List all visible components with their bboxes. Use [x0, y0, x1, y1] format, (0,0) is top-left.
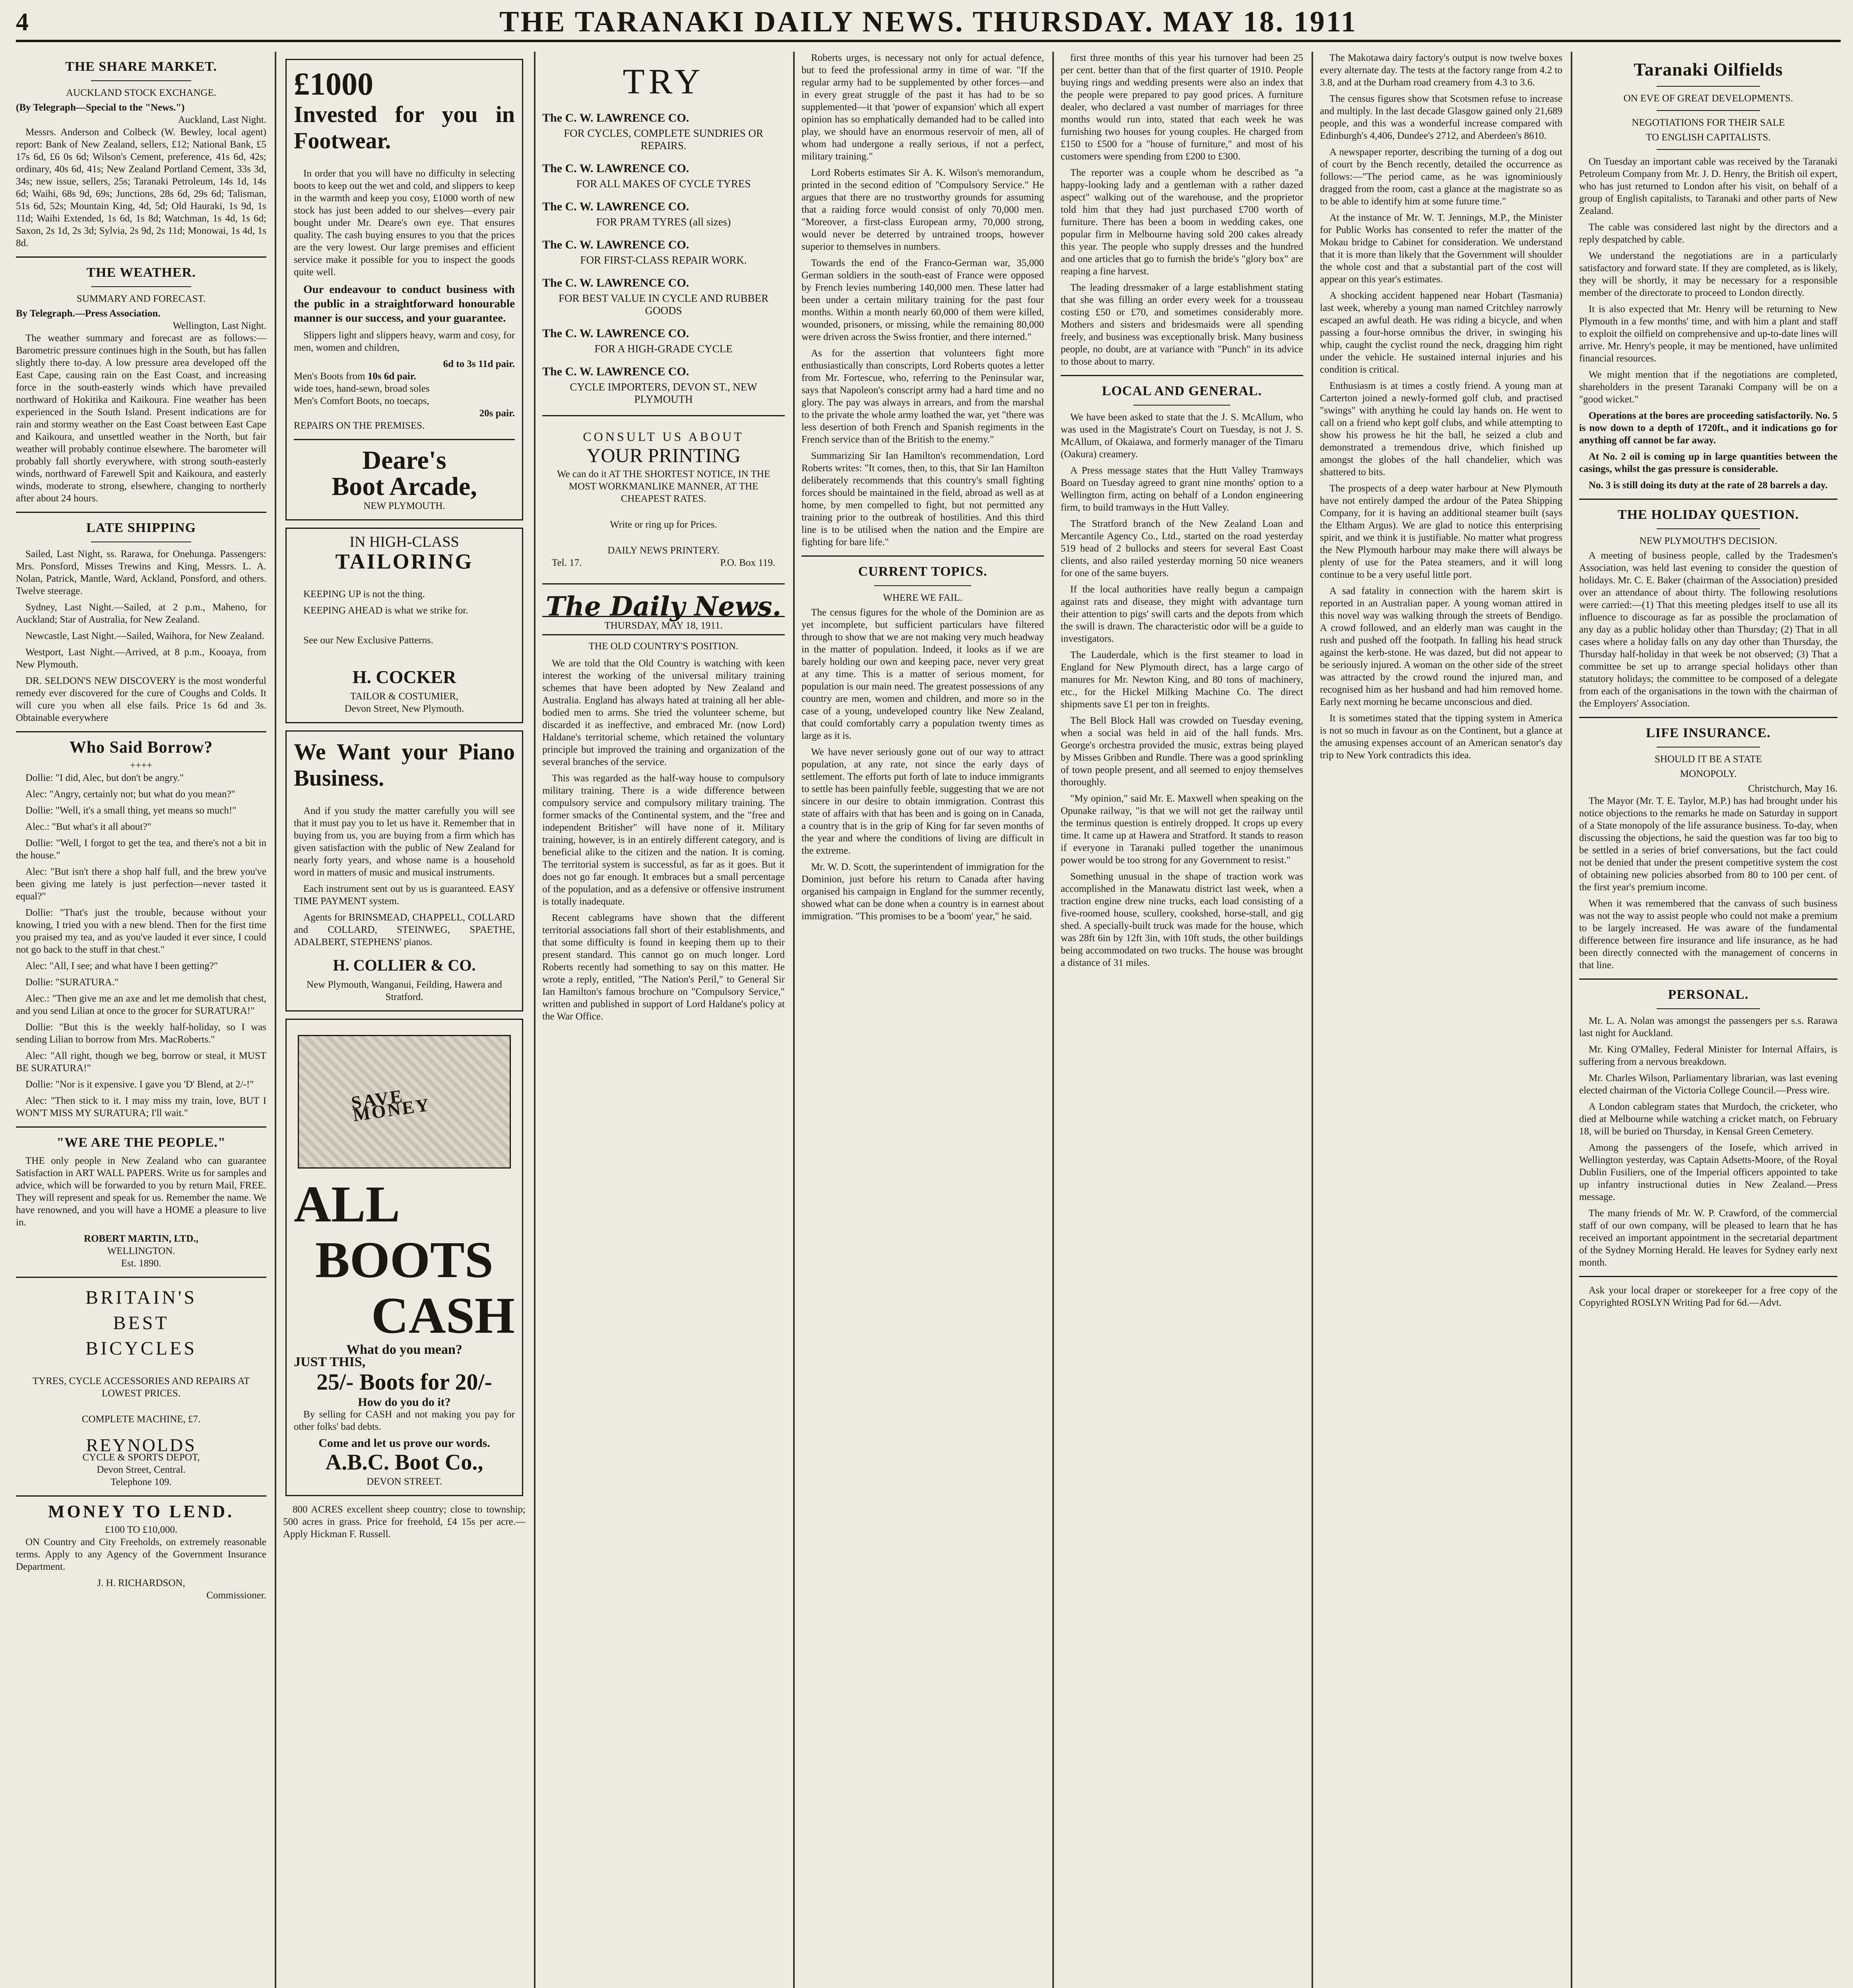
column-5 — [1061, 52, 1303, 1988]
issue-date: THURSDAY, MAY 18, 1911. — [604, 620, 723, 631]
dialogue-line: Alec.: "But what's it all about?" — [25, 821, 151, 832]
weather-byline: By Telegraph.—Press Association. — [16, 308, 161, 319]
oilfields-paragraph: Operations at the bores are proceeding satisfactorily. No. 5 is now down to a depth of 1720ft., and it indications go for anything off cannot be far away. — [1579, 410, 1837, 446]
editorial-paragraph: Roberts urges, is necessary not only for actual defence, but to feed the professional army in time of war. "If the regular army had to be supplemented by other forces—and in every great struggle of the past it has had to be so supplemented—it that 'power of expansion' which all expert opinion has so emphatically demanded had to be called into play, we should have an enormous reservoir of men, all of whom had undergone a really serious, if not a perfect, military training." — [801, 52, 1044, 162]
local-paragraph: The census figures show that Scotsmen refuse to increase and multiply. In the last decade Glasgow gained only 21,689 people, and this was a wonderful increase compared with Edinburgh's 4,406, Dundee's 2712, and Aberdeen's 8610. — [1320, 93, 1562, 141]
share-market-body: Messrs. Anderson and Colbeck (W. Bewley, local agent) report: Bank of New Zealand, sellers, £12; National Bank, £5 17s 6d, £6 0s 6d; Wilson's Cement, preference, 41s 6d, 42s; ordinary, 40s 6d, 41s; New Zealand Portland Cement, 33s 3d, 34s; new issue, sellers, 25s; Taranaki Petroleum, 14s 1d, 14s 6d; Waihi, 68s 9d, 69s; Junctions, 28s 6d, 29s 6d; Talisman, 51s 6d, 52s; Mountain King, 4d, 5d; Old Hauraki, 1s 9d, 1s 11d; Waihi Extended, 1s 6d, 1s 8d; Watchman, 1s 4d, 1s 6d; Saxon, 2s 1d, 2s 3d; Sylvia, 2s 9d, 2s 11d; Monowai, 1s 4d, 1s 8d. — [16, 127, 266, 248]
oilfields-paragraph: We understand the negotiations are in a particularly satisfactory and forward state. If they are completed, as is likely, they will be shortly, it may be necessary for a responsible member of the directorate to proceed to London directly. — [1579, 250, 1837, 298]
share-market-heading: THE SHARE MARKET. — [65, 59, 217, 74]
editorial-paragraph: Lord Roberts estimates Sir A. K. Wilson's memorandum, printed in the second edition of "Compulsory Service." He argues that there are no trustworthy grounds for assuming that a raiding force would consist of only 70,000 men. "Moreover, a first-class European army, 70,000 strong, would never be deterred by untrained troops, however superior to themselves in numbers. — [801, 167, 1044, 252]
local-paragraph: A Press message states that the Hutt Valley Tramways Board on Tuesday agreed to grant nine months' option to a Wellington firm, acting on behalf of a London engineering firm, to build tramways in the Hutt Valley. — [1061, 465, 1303, 513]
oilfields-heading: Taranaki Oilfields — [1634, 59, 1783, 80]
topics-paragraph: The census figures for the whole of the Dominion are as yet incomplete, but sufficient particulars have filtered through to show that we are not making very much headway in the matter of population. Indeed, it looks as if we are barely holding our own and keeping pace, never very great at any time. This is a matter of serious moment, for population is our main need. The greatest possessions of any country are men, women and children, and more so in the case of a young, undeveloped country like New Zealand, that could comfortably carry a population twenty times as large as it is. — [801, 607, 1044, 741]
shipping-entry: Westport, Last Night.—Arrived, at 8 p.m., Kooaya, from New Plymouth. — [16, 647, 266, 670]
oilfields-paragraph: The cable was considered last night by the directors and a reply despatched by cable. — [1579, 222, 1837, 245]
page-number: 4 — [16, 8, 29, 36]
roslyn-advert: Ask your local draper or storekeeper for a free copy of the Copyrighted ROSLYN Writing Pad for 6d.—Advt. — [1579, 1285, 1837, 1308]
editorial-paragraph: This was regarded as the half-way house to compulsory military training. There is a wide difference between compulsory service and compulsory military training. The former smacks of the Continental system, and the "free and independent Britisher" will have none of it. Military training, however, is in an entirely different category, and is beneficial alike to the citizen and the nation. It is coming. The territorial system is successful, as far as it goes. But it does not go far enough. It embraces but a small percentage of the population, and as a defensive or offensive instrument is totally inadequate. — [542, 773, 785, 907]
column-rule — [1312, 52, 1313, 1988]
oilfields-paragraph: We might mention that if the negotiations are completed, shareholders in the present Taranaki Company will be on a "good wicket." — [1579, 369, 1837, 405]
people-heading: "WE ARE THE PEOPLE." — [56, 1135, 226, 1150]
weather-heading: THE WEATHER. — [86, 265, 196, 280]
local-paragraph: The Bell Block Hall was crowded on Tuesday evening, when a social was held in aid of the hall funds. Mrs. George's orchestra provided the music, extras being played by Misses Gribben and Rundle. There was a good sprinkling of town people present, and all seemed to enjoy themselves thoroughly. — [1061, 715, 1303, 788]
dialogue-line: Alec.: "Then give me an axe and let me demolish that chest, and you send Lilian at once to the grocer for SURATURA!" — [16, 993, 266, 1016]
dialogue-line: Dollie: "Nor is it expensive. I gave you 'D' Blend, at 2/-!" — [25, 1079, 254, 1090]
topics-paragraph: We have never seriously gone out of our way to attract population, at any rate, not since the early days of settlement. The efforts put forth of late to induce immigrants to settle has been painfully feeble, suggesting that we are not sincere in our desire to obtain immigration. Contrast this state of affairs with that has been and is going on in Canada, a country that is in the grip of King for far seven months of the year and where the conditions of living are difficult in the extreme. — [801, 747, 1044, 856]
printing-ad: CONSULT US ABOUT YOUR PRINTING We can do it AT THE SHORTEST NOTICE, IN THE MOST WORKMANLIKE MANNER, AT THE CHEAPEST RATES. Write or ring up for Prices. DAILY NEWS PRINTERY. Tel. 17. P.O. Box 119. — [552, 429, 775, 568]
local-paragraph: The Lauderdale, which is the first steamer to load in England for New Plymouth direct, has a large cargo of manures for Mr. Newton King, and 80 tons of machinery, etc., for the Hickel Milking Machine Co. The direct shipments save £1 per ton in freights. — [1061, 650, 1303, 710]
masthead — [16, 4, 1841, 42]
dialogue-line: Alec: "Angry, certainly not; but what do you mean?" — [25, 789, 235, 800]
share-market-dateline: Auckland, Last Night. — [178, 115, 266, 125]
cocker-name: H. COCKER — [352, 667, 456, 687]
local-general-heading: LOCAL AND GENERAL. — [1102, 384, 1262, 398]
dialogue-line: Dollie: "But this is the weekly half-holiday, so I was sending Lilian to borrow from Mrs. MacRoberts." — [16, 1022, 266, 1045]
local-paragraph: The Stratford branch of the New Zealand Loan and Mercantile Agency Co., Ltd., started on the road yesterday 519 head of 2 bullocks and steers for several East Coast clients, and also railed yesterday morning 50 nice weaners for one of the same buyers. — [1061, 518, 1303, 579]
daily-news-masthead: The Daily News. — [545, 591, 782, 622]
editorial-paragraph: Summarizing Sir Ian Hamilton's recommendation, Lord Roberts writes: "It comes, then, to this, that Sir Ian Hamilton deliberately recommends that this country's small fighting forces should be maintained in the field, abroad as well as at home, by men compelled to fight, but not permitted any training prior to the outbreak of hostilities. And this third line is to be utilised when the nation and the Empire are fighting for bare life." — [801, 450, 1044, 547]
article-paragraph: first three months of this year his turnover had been 25 per cent. better than that of the first quarter of 1910. People buying rings and wedding presents were also an index that the people were prepared to pay good prices. A furniture dealer, who declared a vast number of marriages for three months would run into, stated that each week he was furnishing two houses for young couples. He charged from £150 to £500 for a "house of furniture," and most of his customers were spending from £200 to £300. — [1061, 52, 1303, 162]
ornament: ++++ — [130, 760, 153, 771]
dialogue-line: Dollie: "That's just the trouble, because without your knowing, I tried you with a new blend. Then for the first time you praised my tea, and as you've lauded it ever since, I could not go back to the stuff in that chest." — [16, 907, 266, 955]
local-paragraph: Enthusiasm is at times a costly friend. A young man at Carterton joined a newly-formed golf club, and practised "swings" with anything he could lay hands on. He went to call on a friend who kept golf clubs, and while attempting to show his prowess he hit the ball, he seized a club and demonstrated a tremendous drive, which finished up amongst the globes of the hall chandelier, which was shattered to bits. — [1320, 381, 1562, 478]
lawrence-ad: The C. W. LAWRENCE CO. FOR CYCLES, COMPLETE SUNDRIES OR REPAIRS. The C. W. LAWRENCE CO. FOR ALL MAKES OF CYCLE TYRES The C. W. LAWRENCE CO. FOR PRAM TYRES (all sizes) The C. W. LAWRENCE CO. FOR FIRST-CLASS REPAIR WORK. The C. W. LAWRENCE CO. FOR BEST VALUE IN CYCLE AND RUBBER GOODS The C. W. LAWRENCE CO. FOR A HIGH-GRADE CYCLE The C. W. LAWRENCE CO. CYCLE IMPORTERS, DEVON ST., NEW PLYMOUTH — [542, 111, 769, 405]
seldon-ad: DR. SELDON'S NEW DISCOVERY is the most wonderful remedy ever discovered for the cure of Coughs and Colds. It will cure you when all else fails. Price 1s 6d and 3s. Obtainable everywhere — [16, 676, 266, 723]
share-market-byline: (By Telegraph—Special to the "News.") — [16, 102, 185, 113]
boots-cash-ad: SAVE MONEY ALL BOOTS CASH What do you mean? JUST THIS, 25/- Boots for 20/- How do you do it? By selling for CASH and not making you pay for other folks' bad debts. Come and let us prove our words. A.B.C. Boot Co., DEVON STREET. — [285, 1019, 523, 1496]
shipping-entry: Sydney, Last Night.—Sailed, at 2 p.m., Maheno, for Auckland; Star of Australia, for New Zealand. — [16, 602, 266, 625]
oilfields-paragraph: On Tuesday an important cable was received by the Taranaki Petroleum Company from Mr. J. D. Henry, the British oil expert, who has just returned to London after his visit, on behalf of a group of English capitalists, to Taranaki and other parts of New Zealand. — [1579, 156, 1837, 216]
life-paragraph: When it was remembered that the canvass of such business was not the way to assist people who could not make a premium to be largely increased. He was aware of the fundamental difference between fire insurance and life insurance, as he had been directly connected with the management of concerns in that line. — [1579, 898, 1837, 971]
people-body: THE only people in New Zealand who can guarantee Satisfaction in ART WALL PAPERS. Write us for samples and advice, which will be forwarded to you by return Mail, FREE. They will represent and speak for us. Remember the name. We have renowned, and you will have a HOME a pleasure to live in. — [16, 1155, 266, 1228]
life-insurance-heading: LIFE INSURANCE. — [1646, 726, 1771, 740]
holiday-paragraph: A meeting of business people, called by the Tradesmen's Association, was held last evening to consider the question of holidays. Mr. C. E. Baker (chairman of the Association) presided over an attendance of about thirty. The following resolutions were carried:—(1) That this meeting pledges itself to use all its influence to discourage as far as possible the proclamation of any day as a public holiday other than Thursday; (2) That in all cases where a holiday falls on any day other than Thursday, the Thursday half-holiday in that week be not observed; (3) That a committee be set up to arrange special holidays other than statutory holidays; the committee to be composed of a delegate from each of the organisations in the town with the chairman of the Employers' Association. — [1579, 550, 1837, 709]
weather-dateline: Wellington, Last Night. — [173, 320, 266, 331]
shipping-entry: Sailed, Last Night, ss. Rarawa, for Onehunga. Passengers: Mrs. Ponsford, Misses Trewins and King, Messrs. L. A. Nolan, Patrick, Mantle, Ward, Ackland, Ponsford, and others. Twelve steerage. — [16, 549, 266, 596]
local-paragraph: A shocking accident happened near Hobart (Tasmania) last week, whereby a young man named Critchley narrowly escaped an awful death. He was riding a bicycle, and when passing a four-horse omnibus the driver, in swinging his whip, caught the cyclist round the neck, dragging him right under the vehicle. He sustained internal injuries and his condition is critical. — [1320, 290, 1562, 375]
personal-paragraph: Mr. L. A. Nolan was amongst the passengers per s.s. Rarawa last night for Auckland. — [1579, 1015, 1837, 1039]
column-rule — [275, 52, 276, 1988]
local-paragraph: At the instance of Mr. W. T. Jennings, M.P., the Minister for Public Works has consented to refer the matter of the Mokau bridge to Cabinet for consideration. We understand that it is more than likely that the Government will shoulder the whole cost and that a substantial part of the cost will appear on this year's estimates. — [1320, 212, 1562, 285]
who-said-heading: Who Said Borrow? — [69, 738, 213, 757]
local-paragraph: "My opinion," said Mr. E. Maxwell when speaking on the Opunake railway, "is that we will not get the railway until the terminus question is entirely dropped. It crops up every time. It came up at Hawera and Stratford. It stands to reason if everyone in Taranaki pulled together the unanimous power would be too strong for any Government to resist." — [1061, 793, 1303, 866]
column-rule — [534, 52, 536, 1988]
editorial-paragraph: We are told that the Old Country is watching with keen interest the working of the universal military training schemes that have been adopted by New Zealand and Australia. England has always hated at training all her able-bodied men to arms. She tried the volunteer scheme, but discarded it as ineffective, and embraced Mr. (now Lord) Haldane's territorial scheme, which retained the voluntary principle but improved the training and organization of the several branches of the service. — [542, 658, 785, 767]
dialogue-line: Dollie: "SURATURA." — [25, 977, 119, 988]
local-paragraph: A newspaper reporter, describing the turning of a dog out of court by the Bench recently, detailed the occurrence as follows:—"The period came, as he was ignominiously dragged from the room, cast a glance at the magistrate so as to be able to identify him at some future time." — [1320, 147, 1562, 207]
sheep-country-ad: 800 ACRES excellent sheep country; close to township; 500 acres in grass. Price for freehold, £4 15s per acre.—Apply Hickman F. Russell. — [283, 1504, 526, 1540]
local-paragraph: A sad fatality in connection with the harem skirt is reported in an Australian paper. A young woman attired in this novel way was walking through the streets of Bendigo. A crowd followed, and an elderly man was caught in the rush and pushed off the footpath. In falling his head struck against the kerb-stone. He was dazed, but did not appear to be seriously injured. A woman on the other side of the street was attracted by the crowd round the injured man, and recognised him as her husband and had him removed home. Early next morning he became unconscious and died. — [1320, 586, 1562, 707]
money-body: ON Country and City Freeholds, on extremely reasonable terms. Apply to any Agency of the Government Insurance Department. — [16, 1537, 266, 1572]
dialogue-line: Alec: "All, I see; and what have I been getting?" — [25, 961, 218, 971]
editorial-paragraph: As for the assertion that volunteers fight more enthusiastically than conscripts, Lord Roberts quotes a letter from Mr. Fortescue, who, referring to the Peninsular war, says that Napoleon's conscript army had a hard time and no glory. The pay was always in arrears, and from the marshal to the private the whole army loathed the war, yet "there was less desertion of both French and Spanish regiments in the French service than of the British to the enemy." — [801, 348, 1044, 445]
editorial-paragraph: Towards the end of the Franco-German war, 35,000 German soldiers in the south-east of France were opposed by French levies numbering 140,000 men. These latter had been under a certain military training for the past four months. Within a month nearly 60,000 of them were killed, wounded, prisoners, or missing, while the remaining 80,000 were driven across the Swiss frontier, and there interned." — [801, 258, 1044, 342]
local-paragraph: We have been asked to state that the J. S. McAllum, who was used in the Magistrate's Court on Tuesday, is not J. S. McAllum, of Okaiawa, and formerly manager of the Timaru (Oakura) creamery. — [1061, 412, 1303, 460]
column-4 — [801, 52, 1044, 1988]
money-heading: MONEY TO LEND. — [48, 1502, 235, 1521]
deare-name: Deare's — [362, 446, 446, 475]
collier-name: H. COLLIER & CO. — [333, 956, 476, 974]
article-paragraph: The leading dressmaker of a large establishment stating that she was filling an order every week for a trousseau costing £50 or £70, and sometimes considerably more. Mothers and sisters and bridesmaids were all spending freely, and business was exceptionally brisk. Many business people, no doubt, are at variance with "Punch" in its advice to those about to marry. — [1061, 282, 1303, 367]
holiday-heading: THE HOLIDAY QUESTION. — [1618, 507, 1799, 522]
oilfields-paragraph: At No. 2 oil is coming up in large quantities between the casings, whilst the gas pressure is considerable. — [1579, 451, 1837, 474]
personal-heading: PERSONAL. — [1668, 987, 1749, 1002]
reynolds-name: REYNOLDS — [86, 1435, 196, 1455]
dialogue-line: Alec: "All right, though we beg, borrow or steal, it MUST BE SURATURA!" — [16, 1050, 266, 1074]
dialogue-line: Dollie: "Well, I forgot to get the tea, and there's not a bit in the house." — [16, 838, 266, 861]
try-heading: TRY — [623, 62, 704, 101]
people-est: Est. 1890. — [121, 1258, 161, 1269]
personal-paragraph: Mr. Charles Wilson, Parliamentary librarian, was last evening elected chairman of the Victoria College Council.—Press wire. — [1579, 1073, 1837, 1096]
footwear-headline: £1000 — [294, 67, 373, 102]
local-paragraph: The Makotawa dairy factory's output is now twelve boxes every alternate day. The tests at the factory range from 4.2 to 3.8, and at the Durham road creamery from 4.3 to 3.6. — [1320, 52, 1562, 88]
topics-paragraph: Mr. W. D. Scott, the superintendent of immigration for the Dominion, just before his return to Canada after having organised his campaign in England for the summer recently, showed what can be done when a country is in earnest about immigration. "This promises to be a 'boom' year," he said. — [801, 862, 1044, 922]
piano-ad: We Want your Piano Business. And if you study the matter carefully you will see that it must pay you to let us have it. Remember that in buying from us, you are buying from a firm which has given satisfaction with the public of New Zealand for nearly forty years, and whose name is a household word in matters of music and musical instruments. Each instrument sent out by us is guaranteed. EASY TIME PAYMENT system. Agents for BRINSMEAD, CHAPPELL, COLLARD and COLLARD, STEINWEG, SPAETHE, ADALBERT, STEPHENS' pianos. H. COLLIER & CO. New Plymouth, Wanganui, Feilding, Hawera and Stratford. — [285, 730, 523, 1011]
personal-paragraph: A London cablegram states that Murdoch, the cricketer, who died at Melbourne while watching a cricket match, on February 18, will be buried on Thursday, in Kensal Green Cemetery. — [1579, 1101, 1837, 1137]
shipping-entry: Newcastle, Last Night.—Sailed, Waihora, for New Zealand. — [25, 631, 264, 641]
abc-boot-name: A.B.C. Boot Co., — [325, 1450, 483, 1475]
people-firm: ROBERT MARTIN, LTD., — [84, 1233, 198, 1244]
editorial-heading: THE OLD COUNTRY'S POSITION. — [588, 641, 739, 652]
dialogue-line: Alec: "Then stick to it. I may miss my train, love, BUT I WON'T MISS MY SURATURA; I'll wait." — [16, 1095, 266, 1118]
local-paragraph: The prospects of a deep water harbour at New Plymouth have not entirely damped the ardour of the Patea Shipping Company, for it is having an additional steamer built (says the Eltham Argus). We are glad to notice this enterprising spirit, and we think it is justifiable. No matter what progress the New Plymouth harbour may make there will always be plenty of use for the Patea steamers, and it will long continue to be a very useful little port. — [1320, 483, 1562, 580]
local-paragraph: If the local authorities have really begun a campaign against rats and disease, they might with advantage turn their attention to pigs' swill carts and the depots from which the swill is drawn. The characteristic odor will be a guide to investigators. — [1061, 584, 1303, 644]
oilfields-paragraph: No. 3 is still doing its duty at the rate of 28 barrels a day. — [1589, 480, 1828, 491]
column-rule — [1571, 52, 1572, 1988]
dialogue-line: Alec: "But isn't there a shop half full, and the brew you've been giving me lately is just perfection—never tasted it equal?" — [16, 866, 266, 902]
column-rule — [793, 52, 795, 1988]
tailoring-ad: IN HIGH-CLASS TAILORING KEEPING UP is not the thing. KEEPING AHEAD is what we strike for. See our New Exclusive Patterns. H. COCKER TAILOR & COSTUMIER, Devon Street, New Plymouth. — [285, 528, 523, 723]
personal-paragraph: Mr. King O'Malley, Federal Minister for Internal Affairs, is suffering from a nervous breakdown. — [1579, 1044, 1837, 1067]
where-we-fail-heading: WHERE WE FAIL. — [883, 592, 962, 603]
column-rule — [1052, 52, 1054, 1988]
editorial-paragraph: Recent cablegrams have shown that the different territorial associations fall short of their establishments, and that some difficulty is found in keeping them up to their present standard. This cannot go on much longer. Lord Roberts recently had something to say on this matter. He wrote a reply, entitled, "The Nation's Peril," to General Sir Ian Hamilton's famous brochure on "Compulsory Service," written and published in support of Lord Haldane's policy at the War Office. — [542, 912, 785, 1022]
local-paragraph: Something unusual in the shape of traction work was accomplished in the Manawatu district last week, when a traction engine drew nine trucks, each load consisting of a five-roomed house, scullery, cookshed, horse-stall, and gig shed. A specially-built truck was made for the house, which was 28ft 6in by 12ft 3in, with 10ft studs, the other buildings being accommodated on two trucks. The house was brought a distance of 31 miles. — [1061, 871, 1303, 968]
piano-headline: We Want your Piano Business. — [294, 739, 515, 791]
weather-subheading: SUMMARY AND FORECAST. — [76, 293, 206, 304]
local-paragraph: It is sometimes stated that the tipping system in America is not so much in favour as on the Continent, but a glance at the amusing expenses account of an American senator's day trip to New York contradicts this idea. — [1320, 713, 1562, 761]
bicycles-ad: BRITAIN'S BEST BICYCLES — [85, 1287, 197, 1359]
dialogue-line: Dollie: "I did, Alec, but don't be angry." — [25, 773, 184, 783]
column-2 — [283, 52, 526, 1988]
personal-paragraph: Among the passengers of the Iosefe, which arrived in Wellington yesterday, was Captain Adsetts-Moore, of the Royal Dublin Fusiliers, one of the Imperial officers appointed to take up infantry instructional duties in New Zealand.—Press message. — [1579, 1142, 1837, 1202]
who-said-dialogue — [16, 772, 266, 1119]
weather-body: The weather summary and forecast are as follows:—Barometric pressure continues high in the South, but has fallen slightly there to-day. A low pressure area developed off the East Cape, causing rain on the East Coast, and increasing force in the south-easterly winds which have prevailed northward of Hokitika and Kaikoura. Fine weather has been experienced in the South Island. Present indications are for rain and stormy weather on the East Coast between East Cape and Kaikoura, and unsettled weather in the North, but fair weather will probably continue elsewhere. The barometer will probably fall shortly everywhere, with strong south-easterly winds, northward of Farewell Spit and Kaikoura, and easterly winds, moderate to strong, elsewhere, changing to northerly after about 24 hours. — [16, 333, 266, 504]
life-paragraph: The Mayor (Mr. T. E. Taylor, M.P.) has had brought under his notice objections to the remarks he made on Saturday in support of a State monopoly of the life assurance business. To-day, when discussing the objections, he said the question was far too big to be settled in a series of brief conversations, but the fact could not be denied that under the present competitive system the cost of obtaining new policies absorbed from 80 to 100 per cent. of the first year's premium income. — [1579, 796, 1837, 893]
oilfields-paragraph: It is also expected that Mr. Henry will be returning to New Plymouth in a few months' time, and with him a plant and staff to exploit the oilfield on comprehensive and up-to-date lines will arrive. Mr. Henry's people, it may be mentioned, have unlimited financial resources. — [1579, 304, 1837, 364]
article-paragraph: The reporter was a couple whom he described as "a happy-looking lady and a gentleman with a rather dazed aspect" walking out of the warehouse, and the proprietor told him that they had just purchased £700 worth of furniture. There has been a boom in wedding cakes, one popular firm in Melbourne having sold 200 cakes already this year. The people who supply dresses and the hundred and one articles that go to furnish the bride's "glory box" are reaping a fine harvest. — [1061, 167, 1303, 277]
page-title: THE TARANAKI DAILY NEWS. THURSDAY. MAY 18. 1911 — [499, 5, 1357, 38]
share-market-subheading: AUCKLAND STOCK EXCHANGE. — [66, 87, 216, 98]
column-1: THE SHARE MARKET. AUCKLAND STOCK EXCHANGE. (By Telegraph—Special to the "News.") Auckland, Last Night. Messrs. Anderson and Colbeck (W. Bewley, local agent) report: Bank of New Zealand, sellers, £12; National Bank, £5 17s 6d, £6 0s 6d; Wilson's Cement, preference, 41s 6d, 42s; ordinary, 40s 6d, 41s; New Zealand Portland Cement, 33s 3d, 34s; new issue, sellers, 25s; Taranaki Petroleum, 14s 1d, 14s 6d; Waihi, 68s 9d, 69s; Junctions, 28s 6d, 29s 6d; Talisman, 51s 6d, 52s; Mountain King, 4d, 5d; Old Hauraki, 1s 9d, 1s 11d; Waihi Extended, 1s 6d, 1s 8d; Watchman, 1s 4d, 1s 6d; Saxon, 2s 1d, 2s 3d; Sylvia, 2s 9d, 2s 11d; Monowai, 1s 4d, 1s 8d. THE WEATHER. SUMMARY AND FORECAST. By Telegraph.—Press Association. Wellington, Last Night. The weather summary and forecast are as follows:—Barometric pressure continues high in the South, but has fallen slightly there to-day. A low pressure area developed off the East Cape, causing rain on the East Coast, and increasing force in the south-easterly winds which have prevailed northward of Hokitika and Kaikoura. Fine weather has been experienced in the South Island. Present indications are for rain and stormy weather on the East Coast between East Cape and Kaikoura, and unsettled weather in the North, but fair weather will probably continue elsewhere. The barometer will probably fall shortly everywhere, with strong south-easterly winds, northward of Farewell Spit and Kaikoura, and easterly winds, moderate to strong, elsewhere, changing to northerly after about 24 hours. LATE SHIPPING Sailed, Last Night, ss. Rarawa, for Onehunga. Passengers: Mrs. Ponsford, Misses Trewins and King, Messrs. L. A. Nolan, Patrick, Mantle, Ward, Ackland, Ponsford, and others. Twelve steerage. Sydney, Last Night.—Sailed, at 2 p.m., Maheno, for Auckland; Star of Australia, for New Zealand. Newcastle, Last Night.—Sailed, Waihora, for New Zealand. Westport, Last Night.—Arrived, at 8 p.m., Kooaya, from New Plymouth. DR. SELDON'S NEW DISCOVERY is the most wonderful remedy ever discovered for the cure of Coughs and Colds. It will cure you when all else fails. Price 1s 6d and 3s. Obtainable everywhere Who Said Borrow? ++++ Dollie: "I did, Alec, but don't be angry." Alec: "Angry, certainly not; but what do you mean?" Dollie: "Well, it's a small thing, yet means so much!" Alec.: "But what's it all about?" Dollie: "Well, I forgot to get the tea, and there's not a bit in the house." Alec: "But isn't there a shop half full, and the brew you've been giving me lately is just perfection—never tasted it equal?" Dollie: "That's just the trouble, because without your knowing, I tried you with a new blend. Then for the first time you praised my tea, and as you've lauded it ever since, I could not go back to the stuff in that chest." Alec: "All, I see; and what have I been getting?" Dollie: "SURATURA." Alec.: "Then give me an axe and let me demolish that chest, and you send Lilian at once to the grocer for SURATURA!" Dollie: "But this is the weekly half-holiday, so I was sending Lilian to borrow from Mrs. MacRoberts." Alec: "All right, though we beg, borrow or steal, it MUST BE SURATURA!" Dollie: "Nor is it expensive. I gave you 'D' Blend, at 2/-!" Alec: "Then stick to it. I may miss my train, love, BUT I WON'T MISS MY SURATURA; I'll wait." "WE ARE THE PEOPLE." THE only people in New Zealand who can guarantee Satisfaction in ART WALL PAPERS. Write us for samples and advice, which will be forwarded to you by return Mail, FREE. They will represent and speak for us. Remember the name. We have renowned, and you will have a HOME a pleasure to live in. ROBERT MARTIN, LTD., WELLINGTON. Est. 1890. BRITAIN'S BEST BICYCLES TYRES, CYCLE ACCESSORIES AND REPAIRS AT LOWEST PRICES. COMPLETE MACHINE, £7. REYNOLDS CYCLE & SPORTS DEPOT, Devon Street, Central. Telephone 109. MONEY TO LEND. £100 TO £10,000. ON Country and City Freeholds, on extremely reasonable terms. Apply to any Agency of the Government Insurance Department. J. H. RICHARDSON, Commissioner. — [16, 59, 266, 1601]
personal-paragraph: The many friends of Mr. W. P. Crawford, of the commercial staff of our own company, will be pleased to learn that he has received an important appointment in the secretarial department of the Sydney Morning Herald. He leaves for Sydney early next month. — [1579, 1208, 1837, 1268]
dialogue-line: Dollie: "Well, it's a small thing, yet means so much!" — [25, 805, 237, 816]
boots-illustration: SAVE MONEY — [298, 1035, 511, 1169]
column-7: Taranaki Oilfields ON EVE OF GREAT DEVELOPMENTS. NEGOTIATIONS FOR THEIR SALE TO ENGLISH CAPITALISTS. On Tuesday an important cable was received by the Taranaki Petroleum Company from Mr. J. D. Henry, the British oil expert, who has just returned to London after his visit, on behalf of a group of English capitalists, to Taranaki and other parts of New Zealand. The cable was considered last night by the directors and a reply despatched by cable. We understand the negotiations are in a particularly satisfactory and forward state. If they are completed, as is likely, they will be shortly, it may be necessary for a responsible member of the directorate to proceed to London directly. It is also expected that Mr. Henry will be returning to New Plymouth in a few months' time, and with him a plant and staff to exploit the oilfield on comprehensive and up-to-date lines will arrive. Mr. Henry's people, it may be mentioned, have unlimited financial resources. We might mention that if the negotiations are completed, shareholders in the present Taranaki Company will be on a "good wicket." Operations at the bores are proceeding satisfactorily. No. 5 is now down to a depth of 1720ft., and it indications go for anything off cannot be far away. At No. 2 oil is coming up in large quantities between the casings, whilst the gas pressure is considerable. No. 3 is still doing its duty at the rate of 28 barrels a day. THE HOLIDAY QUESTION. NEW PLYMOUTH'S DECISION. A meeting of business people, called by the Tradesmen's Association, was held last evening to consider the question of holidays. Mr. C. E. Baker (chairman of the Association) presided over an attendance of about thirty. The following resolutions were carried:—(1) That this meeting pledges itself to use all its influence to discourage as far as possible the proclamation of any day as a public holiday other than Thursday; (2) That in all cases where a holiday falls on any day other than Thursday, the Thursday half-holiday in that week be not observed; (3) That a committee be set up to arrange special holidays other than statutory holidays; the committee to be composed of a delegate from each of the organisations in the town with the chairman of the Employers' Association. LIFE INSURANCE. SHOULD IT BE A STATE MONOPOLY. Christchurch, May 16. The Mayor (Mr. T. E. Taylor, M.P.) has had brought under his notice objections to the remarks he made on Saturday in support of a State monopoly of the life assurance business. To-day, when discussing the objections, he said the question was far too big to be settled in a series of brief conversations, but the fact could not be denied that under the present competitive system the cost of obtaining new policies absorbed from 80 to 100 per cent. of the first year's premium income. When it was remembered that the canvass of such business was not the way to assist people who could not make a premium to be largely increased. He was aware of the fundamental difference between fire insurance and life insurance, as he had been directly connected with the management of concerns in that line. PERSONAL. Mr. L. A. Nolan was amongst the passengers per s.s. Rarawa last night for Auckland. Mr. King O'Malley, Federal Minister for Internal Affairs, is suffering from a nervous breakdown. Mr. Charles Wilson, Parliamentary librarian, was last evening elected chairman of the Victoria College Council.—Press wire. A London cablegram states that Murdoch, the cricketer, who died at Melbourne while watching a cricket match, on February 18, will be buried on Thursday, in Kensal Green Cemetery. Among the passengers of the Iosefe, which arrived in Wellington yesterday, was Captain Adsetts-Moore, of the Royal Dublin Fusiliers, one of the Imperial officers appointed to take up infantry instructional duties in New Zealand.—Press message. The many friends of Mr. W. P. Crawford, of the commercial staff of our own company, will be pleased to learn that he has received an important appointment in the secretarial department of the Sydney Morning Herald. He leaves for Sydney early next month. Ask your local draper or storekeeper for a free copy of the Copyrighted ROSLYN Writing Pad for 6d.—Advt. — [1579, 59, 1837, 1308]
column-3 — [542, 52, 785, 1988]
shipping-heading: LATE SHIPPING — [86, 520, 196, 535]
people-place: WELLINGTON. — [107, 1246, 175, 1256]
current-topics-heading: CURRENT TOPICS. — [858, 564, 988, 579]
footwear-ad: £1000 Invested for you in Footwear. In order that you will have no difficulty in selecting boots to keep out the wet and cold, and slippers to keep in the warmth and keep you cosy, £1000 worth of new stock has just been added to our shelves—every pair bought under Mr. Deare's own eye. That ensures quality. The cash buying ensures to you that the prices are the very lowest. Our large premises and efficient service make it possible for you to inspect the goods quite well. Our endeavour to conduct business with the public in a straightforward honourable manner is our success, and your guarantee. Slippers light and slippers heavy, warm and cosy, for men, women and children, 6d to 3s 11d pair. Men's Boots from 10s 6d pair. wide toes, hand-sewn, broad soles Men's Comfort Boots, no toecaps, 20s pair. REPAIRS ON THE PREMISES. Deare's Boot Arcade, NEW PLYMOUTH. — [285, 59, 523, 520]
column-6 — [1320, 52, 1562, 1988]
